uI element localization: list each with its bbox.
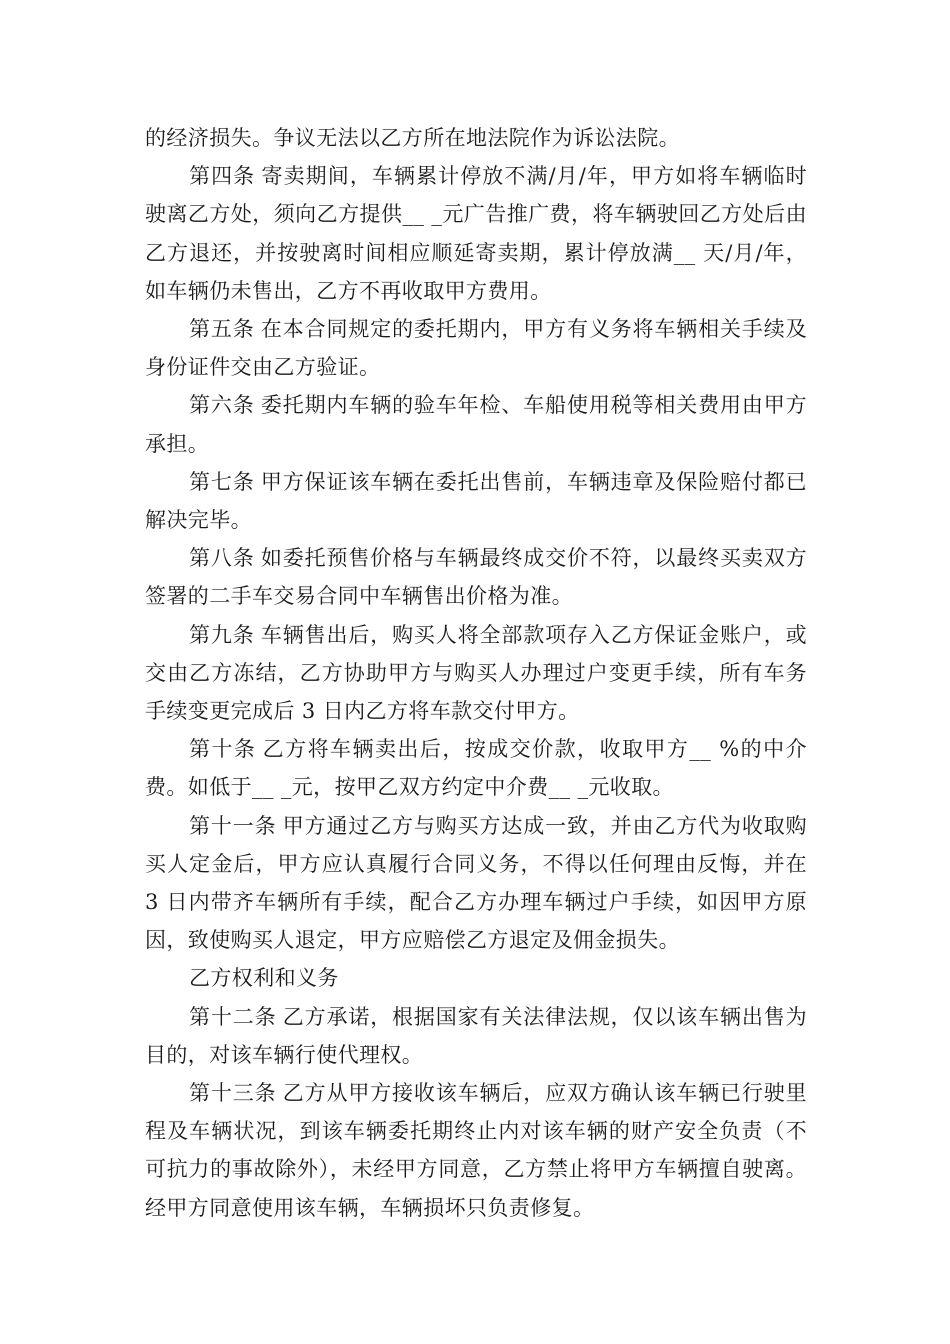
document-page bbox=[145, 119, 807, 1227]
clause-11-paragraph bbox=[145, 807, 807, 960]
paragraph-text: 甲方通过乙方与购买方达成一致，并由乙方代为收取购买人定金后，甲方应认真履行合同义务，不得以任何理由反悔，并在 3 日内带齐车辆所有手续，配合乙方办理车辆过户手续，如因甲方原因，致使购买人退定，甲方应赔偿乙方退定及佣金损失。 bbox=[145, 813, 807, 953]
clause-7-paragraph bbox=[145, 463, 807, 539]
paragraph-text: 乙方从甲方接收该车辆后，应双方确认该车辆已行驶里程及车辆状况，到该车辆委托期终止内对该车辆的财产安全负责（不可抗力的事故除外），未经甲方同意，乙方禁止将甲方车辆擅自驶离。经甲方同意使用该车辆，车辆损坏只负责修复。 bbox=[145, 1081, 807, 1220]
paragraph-continuation bbox=[145, 119, 807, 157]
clause-number: 第十一条 bbox=[189, 813, 277, 838]
paragraph-text: 乙方将车辆卖出后，按成交价款，收取甲方__ %的中介费。如低于__ _元，按甲乙双方约定中介费__ _元收取。 bbox=[145, 737, 807, 800]
clause-9-paragraph bbox=[145, 616, 807, 731]
clause-number: 第九条 bbox=[189, 622, 255, 647]
clause-number: 第四条 bbox=[189, 164, 256, 189]
clause-number: 第十三条 bbox=[189, 1081, 277, 1106]
clause-4-paragraph bbox=[145, 157, 807, 310]
clause-number: 第五条 bbox=[189, 317, 255, 342]
section-heading bbox=[145, 959, 807, 997]
paragraph-text: 委托期内车辆的验车年检、车船使用税等相关费用由甲方承担。 bbox=[145, 393, 807, 456]
paragraph-text: 乙方承诺，根据国家有关法律法规，仅以该车辆出售为目的，对该车辆行使代理权。 bbox=[145, 1004, 807, 1067]
clause-number: 第六条 bbox=[189, 393, 255, 418]
paragraph-text: 的经济损失。争议无法以乙方所在地法院作为诉讼法院。 bbox=[145, 126, 680, 150]
clause-13-paragraph bbox=[145, 1074, 807, 1227]
clause-6-paragraph bbox=[145, 386, 807, 462]
clause-number: 第八条 bbox=[189, 546, 255, 571]
paragraph-text: 如委托预售价格与车辆最终成交价不符，以最终买卖双方签署的二手车交易合同中车辆售出价格为准。 bbox=[145, 546, 807, 609]
clause-12-paragraph bbox=[145, 998, 807, 1074]
clause-number: 第十二条 bbox=[189, 1004, 277, 1029]
clause-10-paragraph bbox=[145, 730, 807, 806]
paragraph-text: 在本合同规定的委托期内，甲方有义务将车辆相关手续及身份证件交由乙方验证。 bbox=[145, 317, 807, 380]
clause-number: 第七条 bbox=[189, 469, 255, 494]
clause-8-paragraph bbox=[145, 539, 807, 615]
paragraph-text: 寄卖期间，车辆累计停放不满/月/年，甲方如将车辆临时驶离乙方处，须向乙方提供__ _元广告推广费，将车辆驶回乙方处后由乙方退还，并按驶离时间相应顺延寄卖期，累计停放满__ 天/月/年，如车辆仍未售出，乙方不再收取甲方费用。 bbox=[145, 164, 807, 303]
clause-number: 第十条 bbox=[189, 737, 257, 762]
paragraph-text: 车辆售出后，购买人将全部款项存入乙方保证金账户，或交由乙方冻结，乙方协助甲方与购买人办理过户变更手续，所有车务手续变更完成后 3 日内乙方将车款交付甲方。 bbox=[145, 622, 807, 724]
paragraph-text: 甲方保证该车辆在委托出售前，车辆违章及保险赔付都已解决完毕。 bbox=[145, 469, 807, 533]
section-heading-text: 乙方权利和义务 bbox=[189, 966, 339, 991]
clause-5-paragraph bbox=[145, 310, 807, 386]
